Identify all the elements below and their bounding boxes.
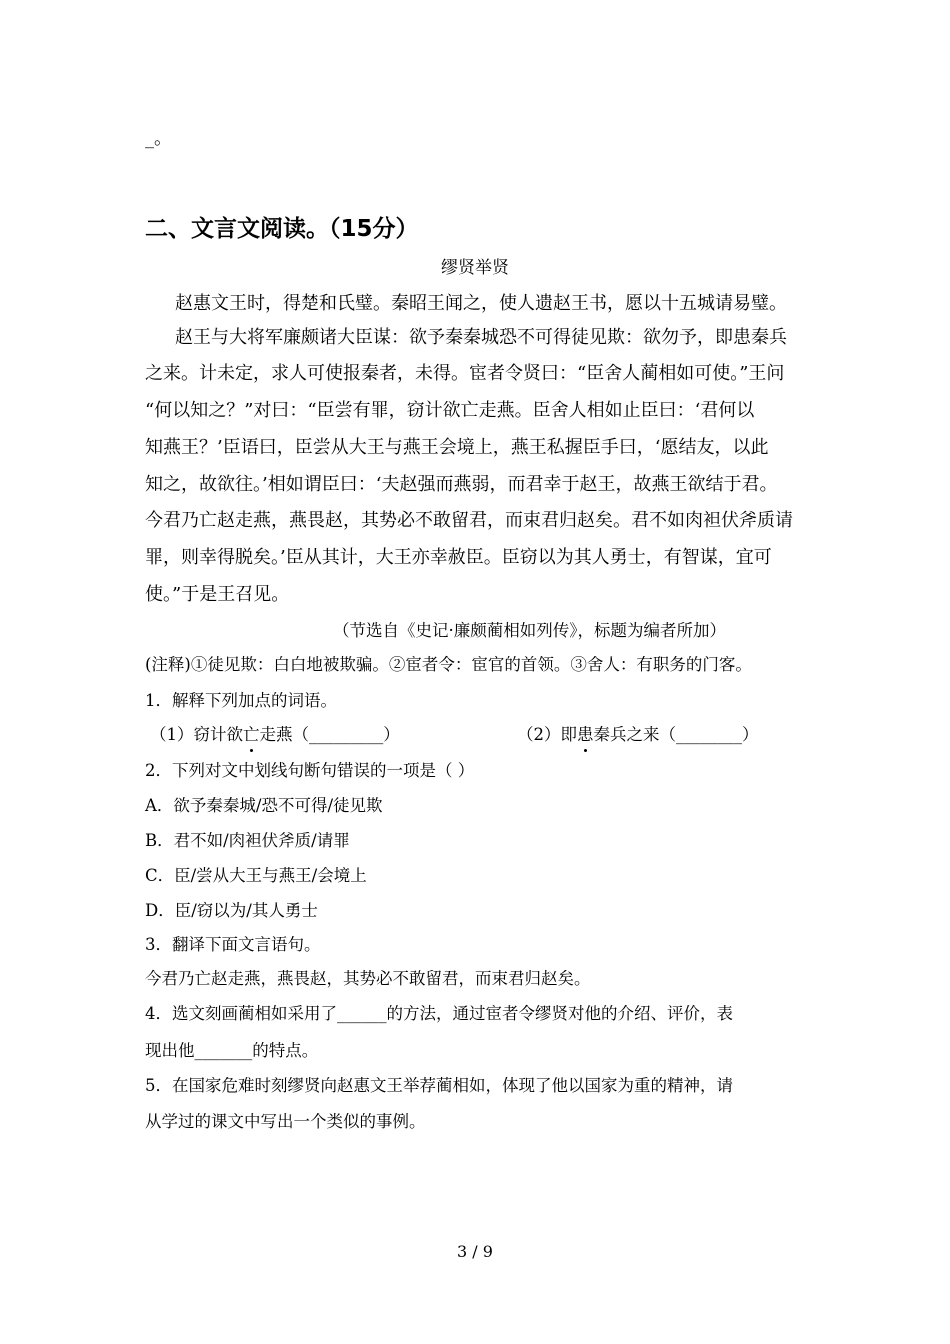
annotation: (注释)①徒见欺：白白地被欺骗。②宦者令：宦官的首领。③舍人：有职务的门客。 [145, 655, 752, 674]
option-c: C．臣/尝从大王与燕王/会境上 [145, 866, 367, 885]
passage-line: 赵王与大将军廉颇诸大臣谋：欲予秦秦城恐不可得徒见欺：欲勿予，即患秦兵 [175, 327, 787, 348]
passage-line: 今君乃亡赵走燕，燕畏赵，其势必不敢留君，而束君归赵矣。君不如肉袒伏斧质请 [145, 510, 793, 531]
source-note: （节选自《史记·廉颇蔺相如列传》，标题为编者所加） [333, 621, 726, 640]
question-2-label: 2．下列对文中划线句断句错误的一项是（ ） [145, 761, 475, 780]
q1-item2-post: 秦兵之来（________） [593, 725, 759, 744]
question-1-item-2 [517, 723, 759, 747]
option-b: B．君不如/肉袒伏斧质/请罪 [145, 831, 350, 850]
passage-line: 之来。计未定，求人可使报秦者，未得。宦者令贤曰：“臣舍人蔺相如可使。”王问 [145, 363, 785, 384]
option-d: D．臣/窃以为/其人勇士 [145, 901, 318, 920]
passage-line: 使。”于是王召见。 [145, 584, 290, 605]
passage-line: 知之，故欲往。’相如谓臣曰：‘夫赵强而燕弱，而君幸于赵王，故燕王欲结于君。 [145, 474, 778, 495]
question-3-sentence: 今君乃亡赵走燕，燕畏赵，其势必不敢留君，而束君归赵矣。 [145, 969, 591, 988]
question-3-label: 3．翻译下面文言语句。 [145, 935, 321, 954]
page-number: 3 / 9 [457, 1242, 493, 1261]
dotted-word: 亡 [243, 723, 260, 747]
question-5-line-2: 从学过的课文中写出一个类似的事例。 [145, 1112, 426, 1131]
question-4-line-1: 4．选文刻画蔺相如采用了______的方法，通过宦者令缪贤对他的介绍、评价，表 [145, 1004, 733, 1023]
passage-line: 罪，则幸得脱矣。’臣从其计，大王亦幸赦臣。臣窃以为其人勇士，有智谋，宜可 [145, 547, 772, 568]
question-5-line-1: 5．在国家危难时刻缪贤向赵惠文王举荐蔺相如，体现了他以国家为重的精神，请 [145, 1076, 733, 1095]
passage-line: 知燕王？’臣语曰，臣尝从大王与燕王会境上，燕王私握臣手曰，‘愿结友，以此 [145, 437, 769, 458]
dotted-word: 患 [577, 723, 594, 747]
section-heading: 二、文言文阅读。（15分） [145, 216, 419, 242]
q1-item1-post: 走燕（_________） [259, 725, 400, 744]
q1-item2-pre: （2）即 [517, 725, 577, 744]
question-1-item-1 [150, 723, 400, 747]
passage-line: “何以知之？”对曰：“臣尝有罪，窃计欲亡走燕。臣舍人相如止臣曰：‘君何以 [145, 400, 755, 421]
passage-line: 赵惠文王时，得楚和氏璧。秦昭王闻之，使人遗赵王书，愿以十五城请易璧。 [175, 293, 787, 314]
question-4-line-2: 现出他_______的特点。 [145, 1041, 319, 1060]
passage-title: 缪贤举贤 [441, 258, 509, 278]
top-fragment: _。 [145, 128, 172, 149]
option-a: A．欲予秦秦城/恐不可得/徒见欺 [145, 796, 383, 815]
question-1-label: 1．解释下列加点的词语。 [145, 691, 337, 710]
q1-item1-pre: （1）窃计欲 [150, 725, 243, 744]
